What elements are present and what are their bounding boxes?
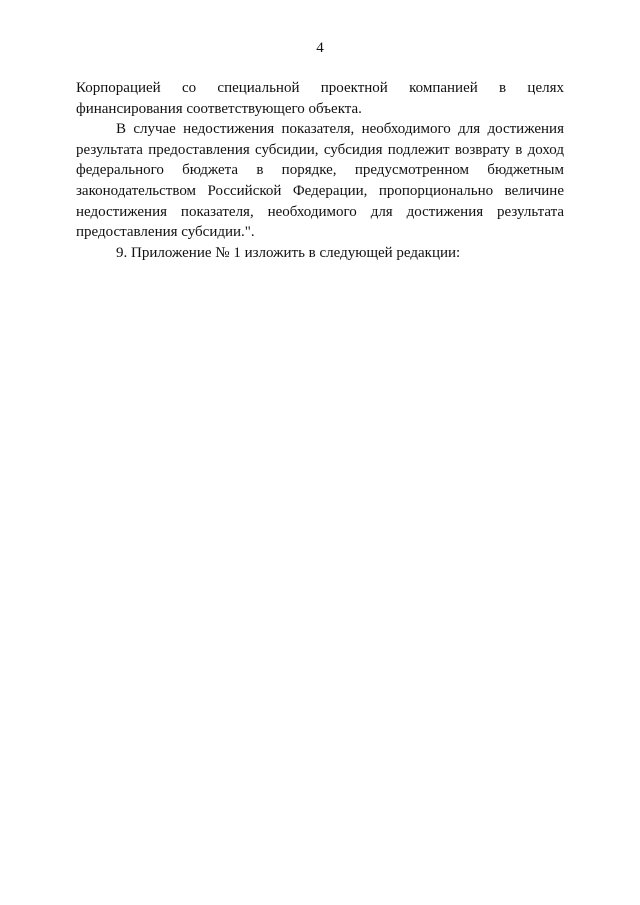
paragraph-2 (76, 119, 564, 243)
document-body (76, 78, 564, 263)
paragraph-3 (76, 243, 564, 264)
page-number: 4 (316, 40, 324, 56)
paragraph-line: финансирования соответствующего объекта. (76, 100, 362, 117)
paragraph-1 (76, 78, 564, 119)
paragraph-line: 9. Приложение № 1 изложить в следующей редакции: (116, 244, 461, 261)
paragraph-line: федерального бюджета в порядке, предусмотренном бюджетным (76, 162, 564, 179)
paragraph-line: В случае недостижения показателя, необходимого для достижения (116, 121, 564, 138)
paragraph-line: законодательством Российской Федерации, пропорционально величине (76, 182, 564, 199)
paragraph-line: Корпорацией со специальной проектной компанией в целях (76, 80, 564, 96)
paragraph-line: недостижения показателя, необходимого для достижения результата (76, 203, 564, 220)
paragraph-line: результата предоставления субсидии, субсидия подлежит возврату в доход (76, 141, 564, 158)
paragraph-line: предоставления субсидии.". (76, 224, 255, 241)
